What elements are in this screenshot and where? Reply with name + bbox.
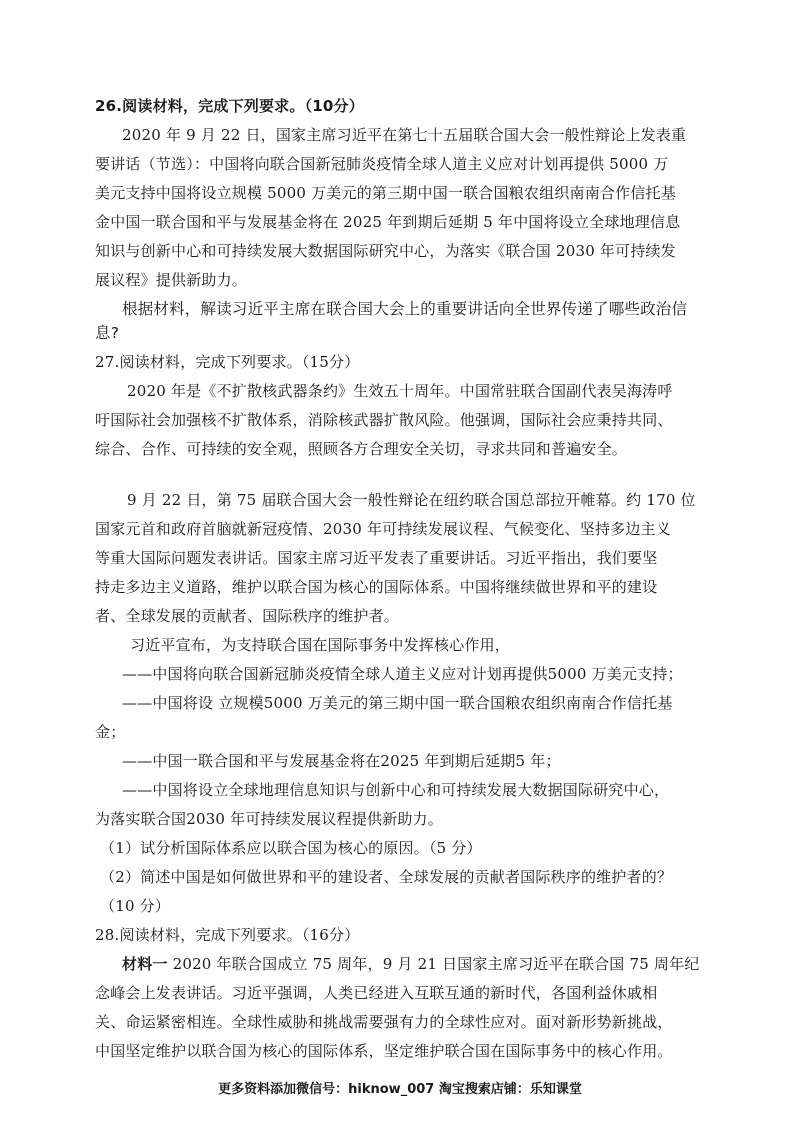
q26-paragraph-line: 展议程》提供新助力。 bbox=[95, 271, 248, 289]
q28-material-line: 中国坚定维护以联合国为核心的国际体系，坚定维护联合国在国际事务中的核心作用。 bbox=[95, 1042, 673, 1060]
q27-paragraph-line: 2020 年是《不扩散核武器条约》生效五十周年。中国常驻联合国副代表吴海涛呼 bbox=[127, 382, 673, 400]
q27-paragraph-line: 吁国际社会加强核不扩散体系，消除核武器扩散风险。他强调，国际社会应秉持共同、 bbox=[95, 411, 673, 429]
q27-paragraph-line: 持走多边主义道路，维护以联合国为核心的国际体系。中国将继续做世界和平的建设 bbox=[95, 578, 658, 596]
q27-dash-item: ——中国将设 立规模5000 万美元的第三期中国一联合国粮农组织南南合作信托基 bbox=[122, 694, 673, 712]
q27-dash-item: 为落实联合国2030 年可持续发展议程提供新助力。 bbox=[95, 810, 443, 828]
q26-paragraph-line: 美元支持中国将设立规模 5000 万美元的第三期中国一联合国粮农组织南南合作信托基 bbox=[95, 184, 676, 202]
q26-question-line: 息? bbox=[95, 324, 120, 342]
q27-paragraph-line: 综合、合作、可持续的安全观，照顾各方合理安全关切，寻求共同和普遍安全。 bbox=[95, 440, 628, 458]
q28-material-line bbox=[122, 954, 700, 974]
q26-paragraph-line: 2020 年 9 月 22 日，国家主席习近平在第七十五届联合国大会一般性辩论上发表重 bbox=[122, 126, 687, 144]
q28-material-line: 关、命运紧密相连。全球性威胁和挑战需要强有力的全球性应对。面对新形势新挑战， bbox=[95, 1013, 673, 1031]
q27-dash-item: ——中国一联合国和平与发展基金将在2025 年到期后延期5 年； bbox=[122, 752, 561, 770]
q26-paragraph-line: 金中国一联合国和平与发展基金将在 2025 年到期后延期 5 年中国将设立全球地理信息 bbox=[95, 213, 681, 231]
material-text: 2020 年联合国成立 75 周年，9 月 21 日国家主席习近平在联合国 75 周年纪 bbox=[167, 955, 700, 973]
q27-dash-item: 金； bbox=[95, 723, 126, 741]
q27-paragraph-line: 等重大国际问题发表讲话。国家主席习近平发表了重要讲话。习近平指出，我们要坚 bbox=[95, 549, 658, 567]
q27-paragraph-line: 习近平宣布，为支持联合国在国际事务中发挥核心作用， bbox=[130, 636, 511, 654]
q26-question-line: 根据材料，解读习近平主席在联合国大会上的重要讲话向全世界传递了哪些政治信 bbox=[122, 300, 688, 318]
q26-paragraph-line: 要讲话（节选）：中国将向联合国新冠肺炎疫情全球人道主义应对计划再提供 5000 万 bbox=[95, 155, 669, 173]
q26-paragraph-line: 知识与创新中心和可持续发展大数据国际研究中心，为落实《联合国 2030 年可持续发 bbox=[95, 242, 676, 260]
q27-title: 27.阅读材料，完成下列要求。（15分） bbox=[95, 353, 360, 371]
q27-dash-item: ——中国将设立全球地理信息知识与创新中心和可持续发展大数据国际研究中心， bbox=[122, 781, 670, 799]
q28-title: 28.阅读材料，完成下列要求。（16分） bbox=[95, 926, 360, 944]
page-footer: 更多资料添加微信号：hiknow_007 淘宝搜索店铺：乐知课堂 bbox=[218, 1082, 582, 1097]
q27-dash-item: ——中国将向联合国新冠肺炎疫情全球人道主义应对计划再提供5000 万美元支持； bbox=[122, 665, 683, 683]
q27-subquestion: （10 分） bbox=[100, 897, 171, 915]
q27-paragraph-line: 者、全球发展的贡献者、国际秩序的维护者。 bbox=[95, 607, 400, 625]
q27-subquestion: （2）简述中国是如何做世界和平的建设者、全球发展的贡献者国际秩序的维护者的？ bbox=[100, 868, 673, 886]
q27-subquestion: （1）试分析国际体系应以联合国为核心的原因。（5 分） bbox=[100, 839, 482, 857]
q27-paragraph-line: 9 月 22 日，第 75 届联合国大会一般性辩论在纽约联合国总部拉开帷幕。约 170 位 bbox=[127, 491, 696, 509]
q27-paragraph-line: 国家元首和政府首脑就新冠疫情、2030 年可持续发展议程、气候变化、坚持多边主义 bbox=[95, 520, 671, 538]
q28-material-line: 念峰会上发表讲话。习近平强调，人类已经进入互联互通的新时代，各国利益休戚相 bbox=[95, 984, 658, 1002]
q26-title: 26.阅读材料，完成下列要求。（10分） bbox=[95, 97, 364, 115]
material-label: 材料一 bbox=[122, 955, 168, 973]
